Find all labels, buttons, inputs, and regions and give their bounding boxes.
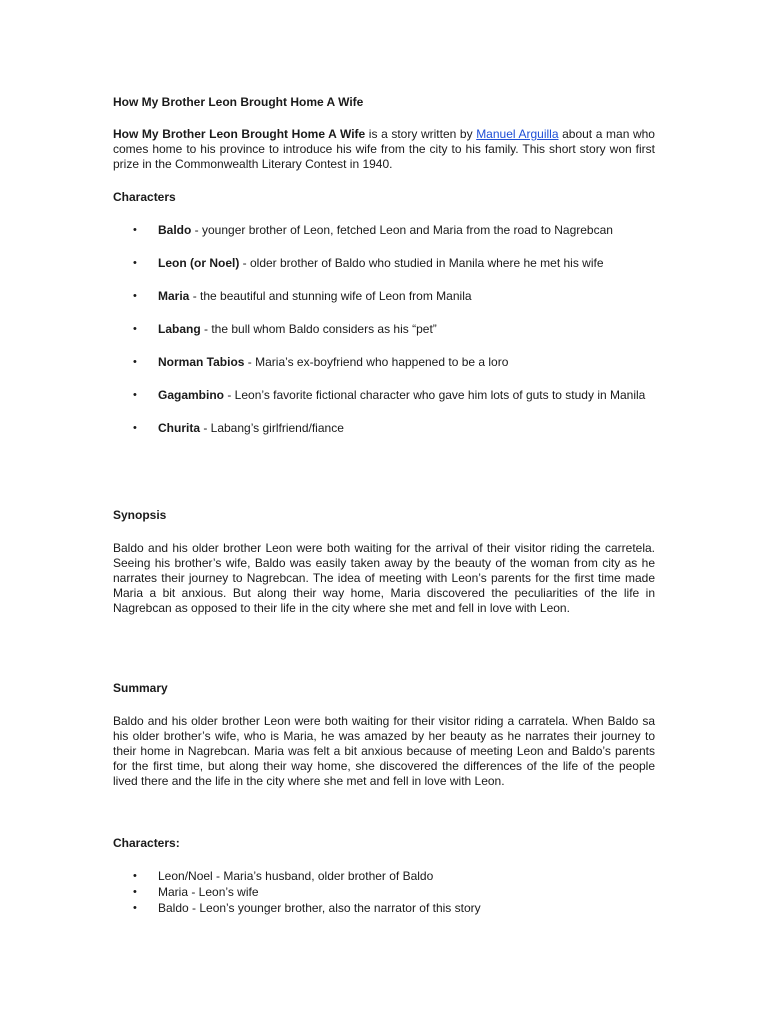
summary-paragraph: Baldo and his older brother Leon were both waiting for their visitor riding a carratela. When Baldo sa his older brother’s wife, who is Maria, he was amazed by her beauty as he narrates their journey to their home in Nagrebcan. Maria was felt a bit anxious because of meeting Leon and Baldo’s parents for the first time, but along their way home, she discovered the differences of the life of the people lived there and the life in the city where she met and fell in love with Leon. — [113, 714, 655, 788]
list-item — [113, 869, 655, 883]
document-title: How My Brother Leon Brought Home A Wife — [113, 95, 364, 109]
bullet-icon: • — [133, 870, 137, 882]
character-entry: Leon/Noel - Maria’s husband, older brother of Baldo — [158, 869, 434, 883]
character-desc: - older brother of Baldo who studied in Manila where he met his wife — [239, 256, 604, 270]
list-item — [113, 901, 655, 915]
characters-heading: Characters — [113, 190, 176, 204]
list-item — [113, 223, 655, 237]
character-entry: Maria - Leon’s wife — [158, 885, 259, 899]
intro-text-before-link: is a story written by — [365, 127, 477, 141]
character-entry: Baldo - Leon’s younger brother, also the narrator of this story — [158, 901, 481, 915]
character-desc: - Leon’s favorite fictional character who gave him lots of guts to study in Manila — [224, 388, 646, 402]
synopsis-paragraph: Baldo and his older brother Leon were both waiting for the arrival of their visitor riding the carretela. Seeing his brother’s wife, Baldo was easily taken away by the beauty of the woman from city as he narrates their journey to Nagrebcan. The idea of meeting with Leon’s parents for the first time made Maria a bit anxious. But along their way home, Maria discovered the peculiarities of the life in Nagrebcan as opposed to their life in the city where she met and fell in love with Leon. — [113, 541, 655, 615]
character-name: Gagambino — [158, 388, 225, 402]
list-item — [113, 421, 655, 435]
author-link[interactable]: Manuel Arguilla — [476, 127, 559, 141]
intro-bold-title: How My Brother Leon Brought Home A Wife — [113, 127, 366, 141]
bullet-icon: • — [133, 356, 137, 368]
bullet-icon: • — [133, 886, 137, 898]
character-name: Maria — [158, 289, 190, 303]
character-desc: - Maria’s ex-boyfriend who happened to be a loro — [244, 355, 509, 369]
bullet-icon: • — [133, 290, 137, 302]
character-name: Labang — [158, 322, 201, 336]
character-name: Baldo — [158, 223, 192, 237]
character-desc: - younger brother of Leon, fetched Leon and Maria from the road to Nagrebcan — [191, 223, 613, 237]
character-name: Leon (or Noel) — [158, 256, 240, 270]
synopsis-heading: Synopsis — [113, 508, 167, 522]
bullet-icon: • — [133, 902, 137, 914]
character-desc: - the beautiful and stunning wife of Leon from Manila — [189, 289, 472, 303]
characters2-list — [113, 869, 655, 917]
list-item — [113, 256, 655, 270]
bullet-icon: • — [133, 257, 137, 269]
bullet-icon: • — [133, 323, 137, 335]
intro-text-after-link: about a man who comes home to his province to introduce his wife from the city to his family. This short story won first prize in the Commonwealth Literary Contest in 1940. — [113, 127, 655, 171]
list-item — [113, 355, 655, 369]
character-desc: - the bull whom Baldo considers as his “pet” — [200, 322, 437, 336]
list-item — [113, 885, 655, 899]
bullet-icon: • — [133, 389, 137, 401]
characters2-heading: Characters: — [113, 836, 180, 850]
character-name: Churita — [158, 421, 200, 435]
list-item — [113, 388, 655, 402]
list-item — [113, 322, 655, 336]
bullet-icon: • — [133, 224, 137, 236]
list-item — [113, 289, 655, 303]
summary-heading: Summary — [113, 681, 168, 695]
characters-list — [113, 223, 655, 454]
intro-paragraph — [113, 127, 655, 172]
character-desc: - Labang’s girlfriend/fiance — [200, 421, 344, 435]
character-name: Norman Tabios — [158, 355, 245, 369]
bullet-icon: • — [133, 422, 137, 434]
